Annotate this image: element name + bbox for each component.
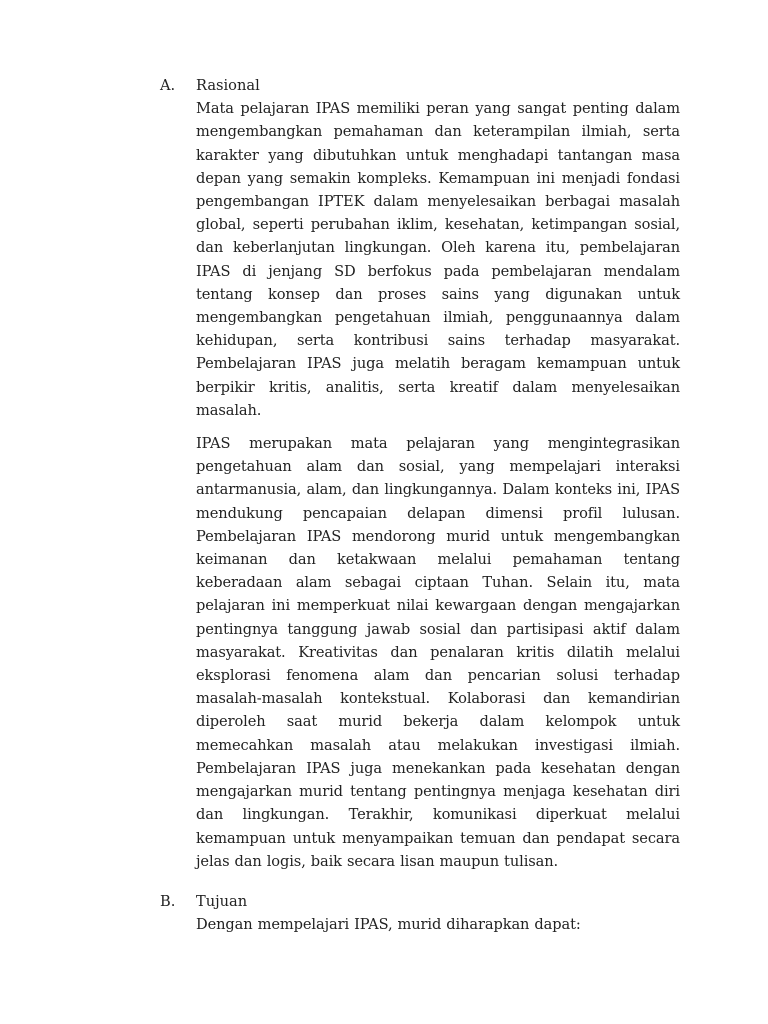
section-title: Tujuan [196,893,248,910]
paragraph: IPAS merupakan mata pelajaran yang mengintegrasikan pengetahuan alam dan sosial, yang mempelajari interaksi antarmanusia, alam, dan lingkungannya. Dalam konteks ini, IPAS mendukung pencapaian delapan dimensi profil lulusan. Pembelajaran IPAS mendorong murid untuk mengembangkan keimanan dan ketakwaan melalui pemahaman tentang keberadaan alam sebagai ciptaan Tuhan. Selain itu, mata pelajaran ini memperkuat nilai kewargaan dengan mengajarkan pentingnya tanggung jawab sosial dan partisipasi aktif dalam masyarakat. Kreativitas dan penalaran kritis dilatih melalui eksplorasi fenomena alam dan pencarian solusi terhadap masalah-masalah kontekstual. Kolaborasi dan kemandirian diperoleh saat murid bekerja dalam kelompok untuk memecahkan masalah atau melakukan investigasi ilmiah. Pembelajaran IPAS juga menekankan pada kesehatan dengan mengajarkan murid tentang pentingnya menjaga kesehatan diri dan lingkungan. Terakhir, komunikasi diperkuat melalui kemampuan untuk menyampaikan temuan dan pendapat secara jelas dan logis, baik secara lisan maupun tulisan. [196,435,680,870]
section-rasional [160,74,680,873]
section-heading [160,74,680,97]
section-letter: A. [160,77,176,94]
section-letter: B. [160,893,176,910]
section-heading [160,890,680,913]
paragraph: Mata pelajaran IPAS memiliki peran yang sangat penting dalam mengembangkan pemahaman dan keterampilan ilmiah, serta karakter yang dibutuhkan untuk menghadapi tantangan masa depan yang semakin kompleks. Kemampuan ini menjadi fondasi pengembangan IPTEK dalam menyelesaikan berbagai masalah global, seperti perubahan iklim, kesehatan, ketimpangan sosial, dan keberlanjutan lingkungan. Oleh karena itu, pembelajaran IPAS di jenjang SD berfokus pada pembelajaran mendalam tentang konsep dan proses sains yang digunakan untuk mengembangkan pengetahuan ilmiah, penggunaannya dalam kehidupan, serta kontribusi sains terhadap masyarakat. Pembelajaran IPAS juga melatih beragam kemampuan untuk berpikir kritis, analitis, serta kreatif dalam menyelesaikan masalah. [196,100,680,419]
section-title: Rasional [196,77,260,94]
section-tujuan [160,890,680,936]
paragraph: Dengan mempelajari IPAS, murid diharapkan dapat: [196,916,581,934]
